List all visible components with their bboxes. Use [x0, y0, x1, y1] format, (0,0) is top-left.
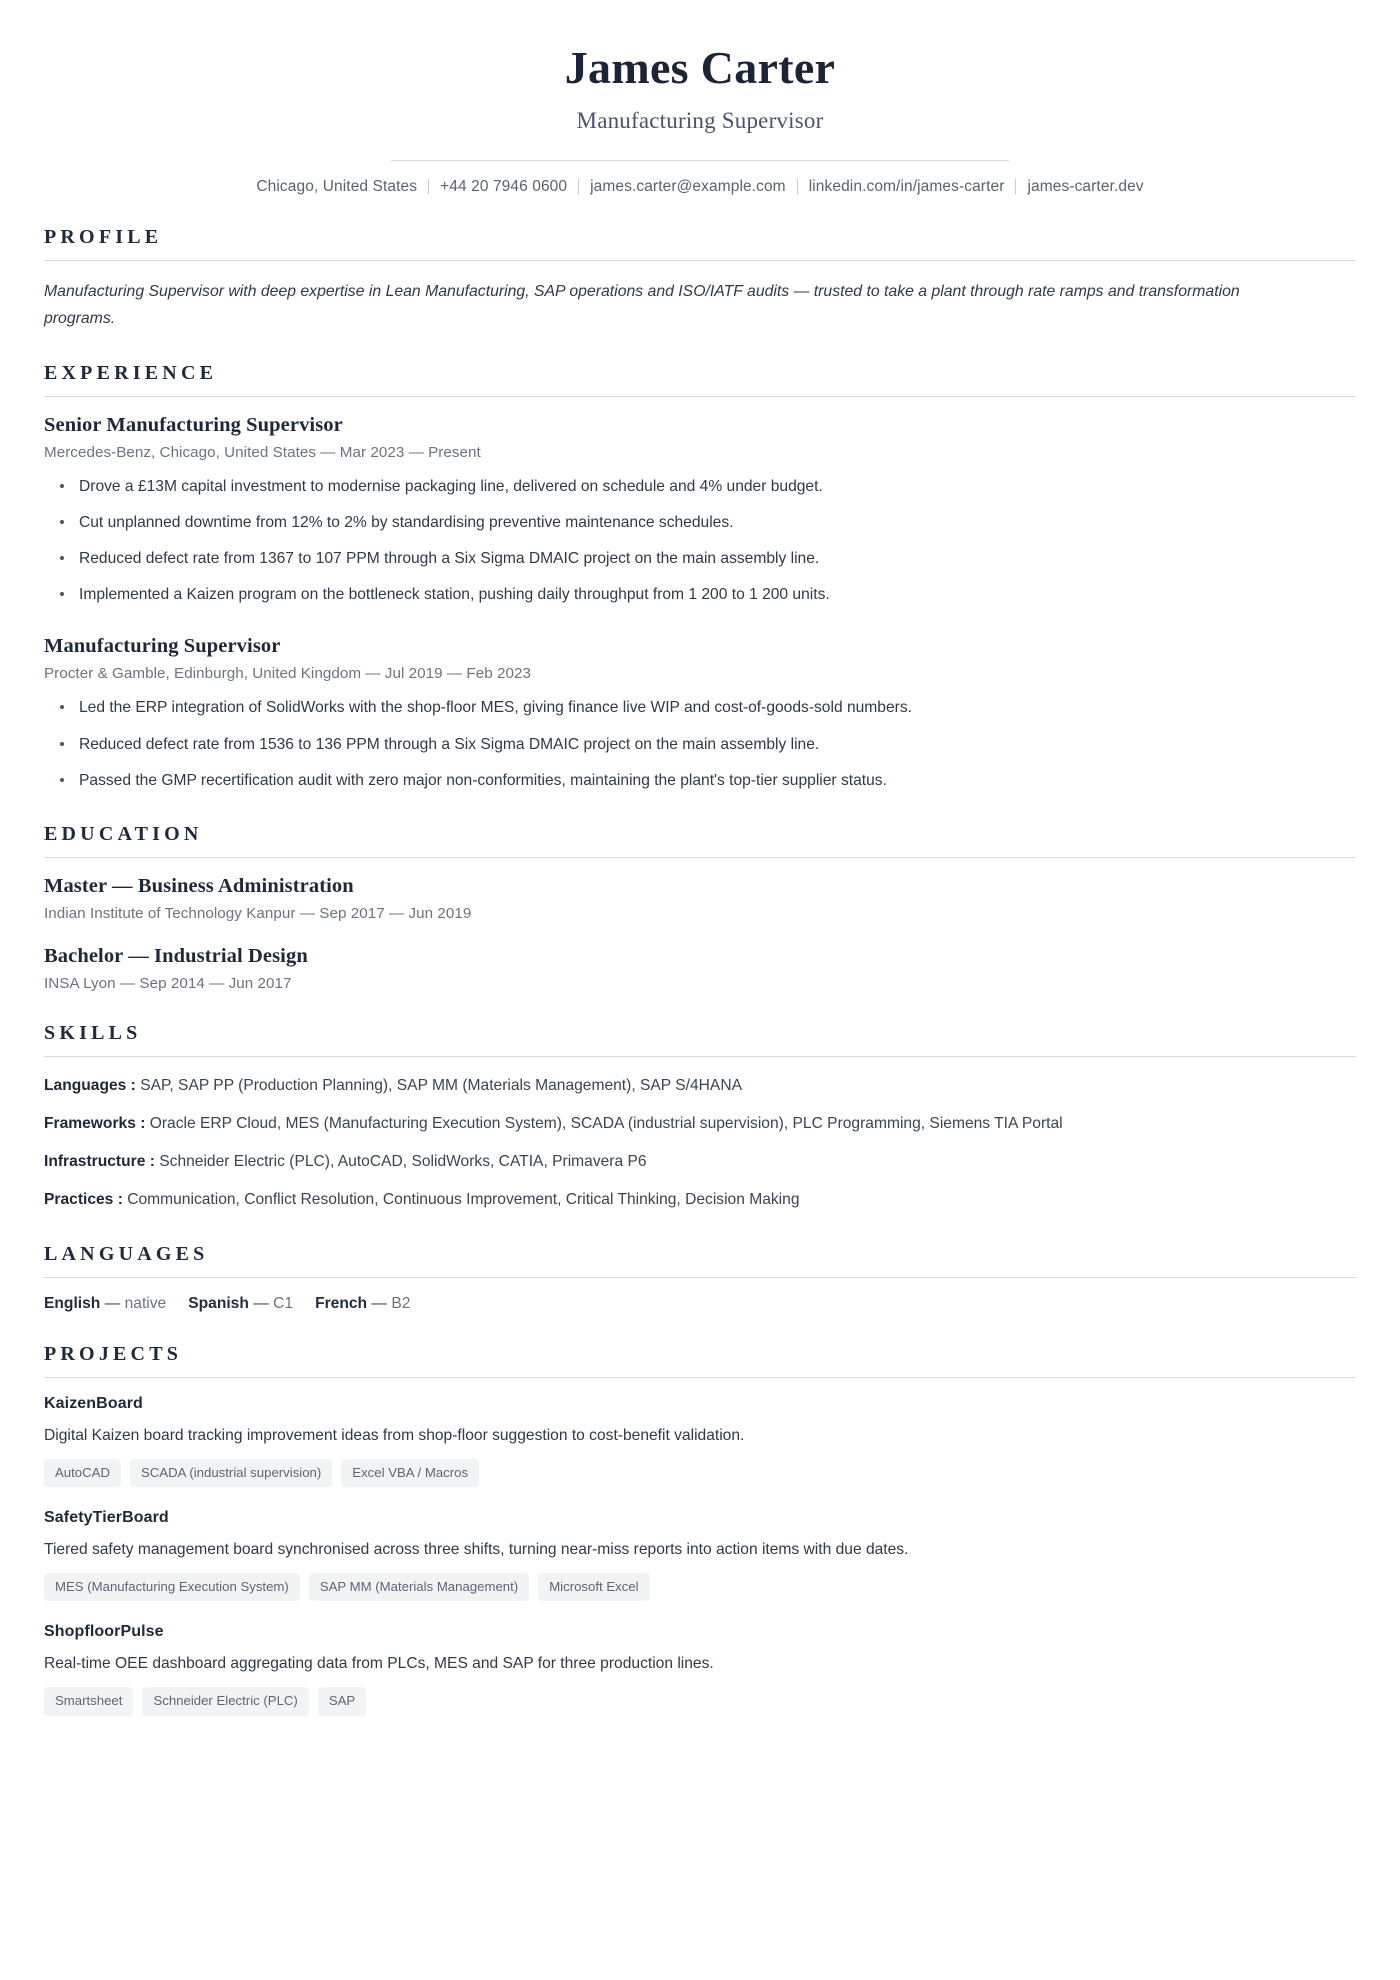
education-list: [44, 875, 1356, 992]
language-item: [315, 1295, 410, 1312]
project-tag[interactable]: MES (Manufacturing Execution System): [44, 1573, 300, 1601]
contact-item[interactable]: james.carter@example.com: [590, 177, 786, 195]
section-experience: [44, 362, 1356, 793]
header-divider: [391, 160, 1009, 161]
skill-row: [44, 1150, 1334, 1175]
job-meta: Procter & Gamble, Edinburgh, United Kingdom — Jul 2019 — Feb 2023: [44, 665, 531, 683]
skill-value: Communication, Conflict Resolution, Continuous Improvement, Critical Thinking, Decision Making: [127, 1190, 800, 1208]
skill-value: Oracle ERP Cloud, MES (Manufacturing Execution System), SCADA (industrial supervision), PLC Programming, Siemens TIA Portal: [149, 1114, 1063, 1132]
language-name: Spanish: [188, 1294, 249, 1312]
project-description: Tiered safety management board synchronised across three shifts, turning near-miss reports into action items with due dates.: [44, 1541, 909, 1558]
job-title: Manufacturing Supervisor: [44, 635, 281, 658]
project-entry: [44, 1509, 1356, 1601]
skill-row: [44, 1074, 1334, 1099]
profile-summary: Manufacturing Supervisor with deep expertise in Lean Manufacturing, SAP operations and ISO/IATF audits — trusted to take a plant through rate ramps and transformation programs.: [44, 282, 1240, 327]
contact-separator: [428, 179, 429, 194]
section-title-projects: PROJECTS: [44, 1342, 183, 1365]
project-tag[interactable]: Microsoft Excel: [538, 1573, 649, 1601]
language-dash: —: [367, 1294, 392, 1312]
job-meta: Mercedes-Benz, Chicago, United States — Mar 2023 — Present: [44, 443, 481, 461]
education-entry: [44, 875, 1356, 922]
project-name: KaizenBoard: [44, 1394, 143, 1412]
job-bullet: Led the ERP integration of SolidWorks with the shop-floor MES, giving finance live WIP and cost-of-goods-sold numbers.: [70, 696, 1356, 720]
resume-header: [44, 42, 1356, 196]
section-title-profile: PROFILE: [44, 225, 163, 248]
project-entry: [44, 1395, 1356, 1487]
project-tag[interactable]: Smartsheet: [44, 1687, 133, 1715]
project-tags: [44, 1687, 1356, 1715]
contact-separator: [1015, 179, 1016, 194]
language-level: B2: [391, 1294, 411, 1312]
skill-label: Languages :: [44, 1076, 141, 1094]
job-bullet: Reduced defect rate from 1367 to 107 PPM through a Six Sigma DMAIC project on the main assembly line.: [70, 547, 1356, 571]
job-bullets: [44, 475, 1356, 608]
section-languages: [44, 1243, 1356, 1313]
language-dash: —: [100, 1294, 125, 1312]
skill-label: Infrastructure :: [44, 1152, 160, 1170]
section-rule: [44, 1056, 1356, 1057]
degree-meta: INSA Lyon — Sep 2014 — Jun 2017: [44, 974, 292, 992]
project-tag[interactable]: SAP: [318, 1687, 366, 1715]
section-rule: [44, 260, 1356, 261]
project-tags: [44, 1573, 1356, 1601]
contact-separator: [797, 179, 798, 194]
section-title-languages: LANGUAGES: [44, 1242, 209, 1265]
experience-entry: [44, 635, 1356, 792]
section-profile: [44, 226, 1356, 332]
job-bullet: Implemented a Kaizen program on the bottleneck station, pushing daily throughput from 1 200 to 1 200 units.: [70, 583, 1356, 607]
section-education: [44, 823, 1356, 992]
project-description: Real-time OEE dashboard aggregating data from PLCs, MES and SAP for three production lines.: [44, 1655, 714, 1673]
candidate-role: Manufacturing Supervisor: [576, 107, 824, 133]
degree-title: Master — Business Administration: [44, 874, 354, 897]
contact-item[interactable]: +44 20 7946 0600: [440, 177, 568, 195]
languages-list: [44, 1295, 1356, 1313]
skill-row: [44, 1112, 1334, 1137]
skill-label: Frameworks :: [44, 1114, 150, 1132]
project-tag[interactable]: SAP MM (Materials Management): [309, 1573, 529, 1601]
job-bullets: [44, 696, 1356, 792]
skill-value: Schneider Electric (PLC), AutoCAD, SolidWorks, CATIA, Primavera P6: [159, 1152, 647, 1170]
section-rule: [44, 396, 1356, 397]
project-name: ShopfloorPulse: [44, 1623, 164, 1641]
language-level: C1: [273, 1294, 294, 1312]
section-title-education: EDUCATION: [44, 822, 203, 845]
project-tags: [44, 1459, 1356, 1487]
project-entry: [44, 1623, 1356, 1715]
project-tag[interactable]: SCADA (industrial supervision): [130, 1459, 332, 1487]
section-title-experience: EXPERIENCE: [44, 361, 218, 384]
contact-item[interactable]: linkedin.com/in/james-carter: [808, 177, 1005, 195]
project-tag[interactable]: Schneider Electric (PLC): [142, 1687, 308, 1715]
contact-item[interactable]: james-carter.dev: [1027, 177, 1144, 195]
candidate-name: James Carter: [564, 42, 836, 93]
job-bullet: Drove a £13M capital investment to modernise packaging line, delivered on schedule and 4% under budget.: [70, 475, 1356, 499]
degree-meta: Indian Institute of Technology Kanpur — Sep 2017 — Jun 2019: [44, 904, 472, 922]
degree-title: Bachelor — Industrial Design: [44, 944, 308, 967]
language-name: English: [44, 1294, 101, 1312]
language-dash: —: [248, 1294, 274, 1312]
contact-item[interactable]: Chicago, United States: [256, 177, 418, 195]
skill-label: Practices :: [44, 1190, 128, 1208]
contact-line: [44, 178, 1356, 196]
language-item: [44, 1295, 166, 1312]
job-title: Senior Manufacturing Supervisor: [44, 413, 343, 436]
experience-list: [44, 414, 1356, 793]
project-tag[interactable]: Excel VBA / Macros: [341, 1459, 479, 1487]
job-bullet: Reduced defect rate from 1536 to 136 PPM through a Six Sigma DMAIC project on the main assembly line.: [70, 733, 1356, 757]
project-tag[interactable]: AutoCAD: [44, 1459, 121, 1487]
contact-separator: [578, 179, 579, 194]
skills-list: [44, 1074, 1356, 1213]
language-item: [188, 1295, 293, 1312]
section-projects: [44, 1343, 1356, 1716]
section-skills: [44, 1022, 1356, 1213]
projects-list: [44, 1395, 1356, 1716]
section-rule: [44, 1277, 1356, 1278]
skill-row: [44, 1188, 1334, 1213]
section-title-skills: SKILLS: [44, 1021, 142, 1044]
project-name: SafetyTierBoard: [44, 1509, 169, 1526]
experience-entry: [44, 414, 1356, 608]
education-entry: [44, 945, 1356, 992]
job-bullet: Cut unplanned downtime from 12% to 2% by standardising preventive maintenance schedules.: [70, 511, 1356, 535]
language-level: native: [124, 1294, 167, 1312]
section-rule: [44, 857, 1356, 858]
job-bullet: Passed the GMP recertification audit with zero major non-conformities, maintaining the plant's top-tier supplier status.: [70, 769, 1356, 793]
section-rule: [44, 1377, 1356, 1378]
language-name: French: [315, 1294, 368, 1312]
skill-value: SAP, SAP PP (Production Planning), SAP MM (Materials Management), SAP S/4HANA: [140, 1076, 742, 1094]
project-description: Digital Kaizen board tracking improvement ideas from shop-floor suggestion to cost-benefit validation.: [44, 1426, 745, 1444]
